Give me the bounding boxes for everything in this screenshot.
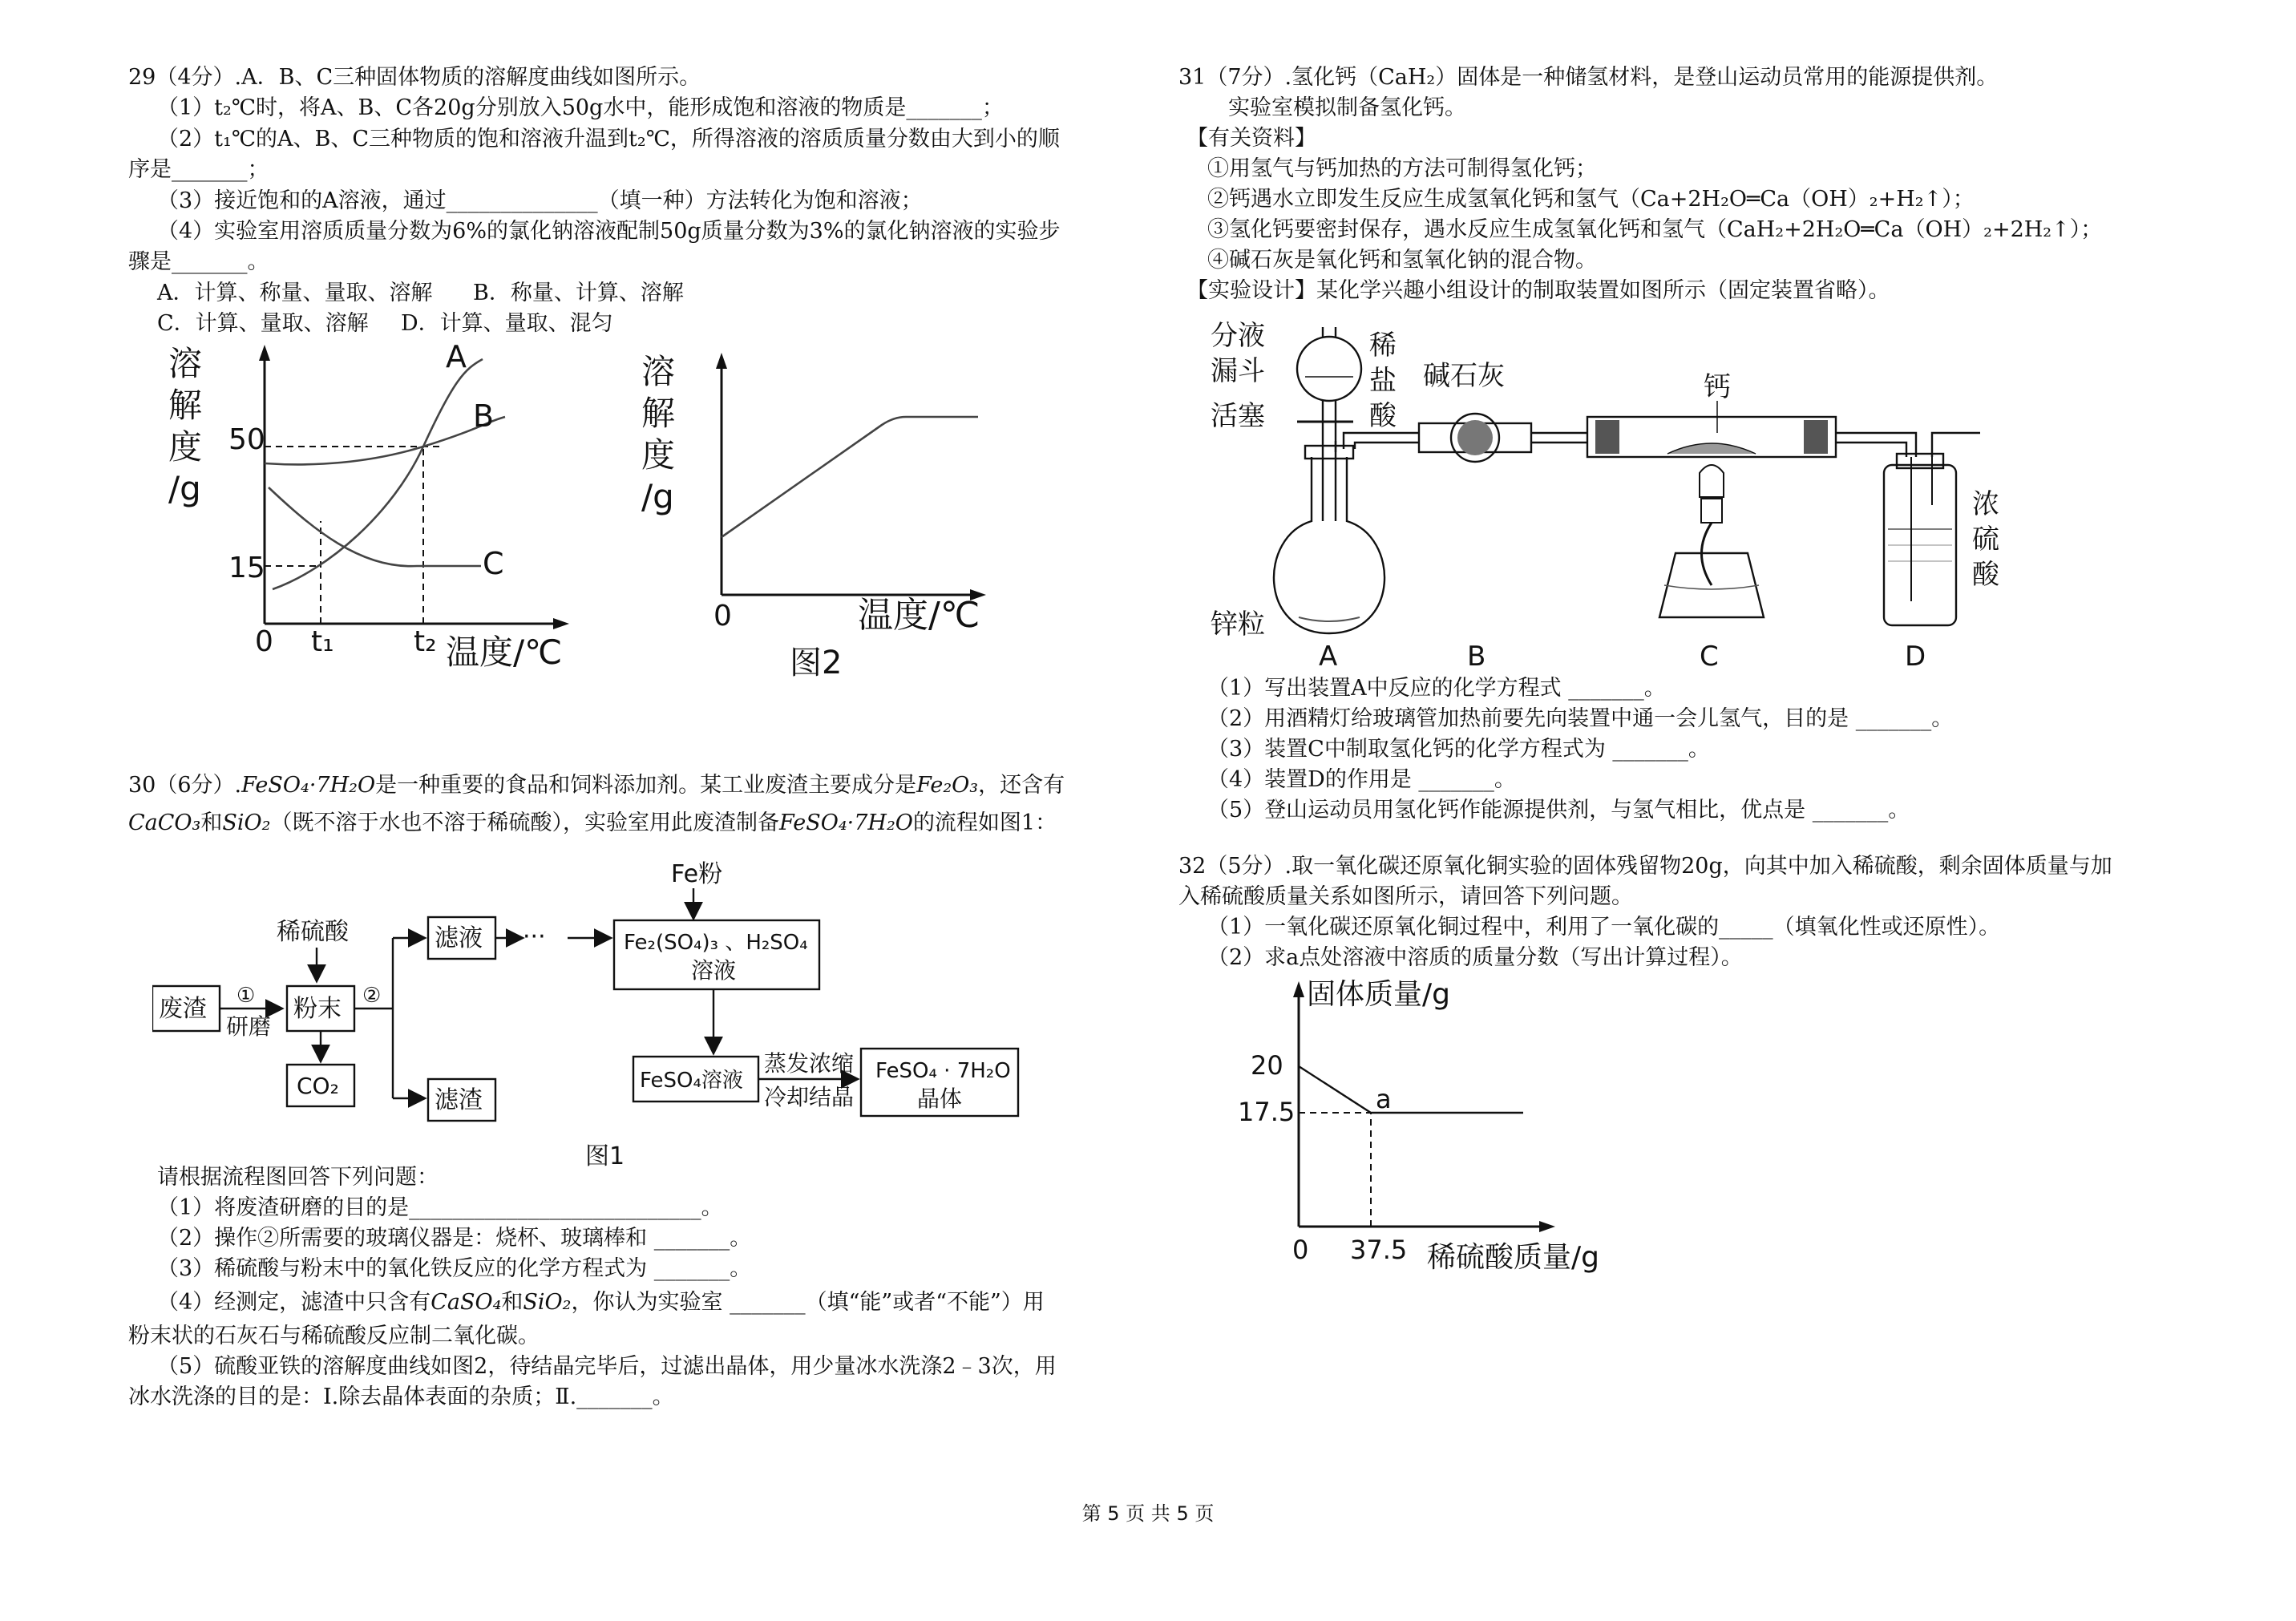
app-label-a: A xyxy=(1319,641,1338,673)
app-label-b: B xyxy=(1467,641,1486,673)
flow-evap: 蒸发浓缩 xyxy=(764,1050,855,1077)
q29-s3: （3）接近饱和的A溶液，通过______________（填一种）方法转化为饱和溶液； xyxy=(157,188,923,213)
app-acid-1: 稀 xyxy=(1369,329,1397,362)
q30-intro: 请根据流程图回答下列问题： xyxy=(157,1165,439,1190)
q30-line2-mid: （既不溶于水也不溶于稀硫酸），实验室用此废渣制备 xyxy=(270,810,779,835)
flow-fe-powder: Fe粉 xyxy=(671,860,723,888)
flow-crystal-l2: 晶体 xyxy=(917,1085,963,1112)
app-zinc: 锌粒 xyxy=(1211,608,1265,641)
flow-cool: 冷却结晶 xyxy=(764,1084,855,1110)
q30-s4a-pre: （4）经测定，滤渣中只含有 xyxy=(157,1290,431,1315)
app-acid-2: 盐 xyxy=(1369,365,1397,397)
q30-head xyxy=(128,772,1065,799)
g1-ylabel-2: 解 xyxy=(168,386,203,425)
g1-ylabel-3: 度 xyxy=(168,427,203,467)
g1-tick-15: 15 xyxy=(228,552,265,584)
flow-dots: ··· xyxy=(523,923,546,951)
q31-s1: （1）写出装置A中反应的化学方程式 _______。 xyxy=(1207,676,1666,701)
q31-sub: 实验室模拟制备氢化钙。 xyxy=(1228,95,1466,120)
flow-waste: 废渣 xyxy=(159,995,207,1023)
q30-s5a: （5）硫酸亚铁的溶解度曲线如图2，待结晶完毕后，过滤出晶体，用少量冰水洗涤2﹣3次，用 xyxy=(157,1354,1057,1379)
g3-ylabel: 固体质量/g xyxy=(1307,978,1450,1011)
calcium-icon xyxy=(1667,443,1756,454)
q29-option-c: C．计算、量取、溶解 xyxy=(157,311,369,336)
q29-s2a: （2）t₁℃的A、B、C三种物质的饱和溶液升温到t₂℃，所得溶液的溶质质量分数由大到小的顺 xyxy=(157,127,1060,152)
q32-head2: 入稀硫酸质量关系如图所示，请回答下列问题。 xyxy=(1178,884,1633,909)
g2-ylabel-3: 度 xyxy=(641,435,676,475)
q30-line2-end: 的流程如图1： xyxy=(912,810,1057,835)
q31-s5: （5）登山运动员用氢化钙作能源提供剂，与氢气相比，优点是 _______。 xyxy=(1207,798,1910,823)
g3-tick-375: 37.5 xyxy=(1350,1235,1408,1265)
q30-s4a xyxy=(157,1289,1045,1316)
g1-curve-c xyxy=(269,487,481,566)
q30-head-end: ，还含有 xyxy=(978,773,1065,798)
apparatus-figure xyxy=(1211,313,2020,673)
g1-xlabel: 温度/℃ xyxy=(446,633,563,672)
q29-s4b: 骤是_______。 xyxy=(128,249,269,274)
q31-r4: ④碱石灰是氧化钙和氢氧化钠的混合物。 xyxy=(1207,248,1597,273)
g3-y-arrow xyxy=(1293,981,1304,997)
solubility-graph-1 xyxy=(152,337,649,689)
q29-option-b: B．称量、计算、溶解 xyxy=(473,281,684,305)
g1-curve-b xyxy=(265,417,505,464)
q31-r3: ③氢化钙要密封保存，遇水反应生成氢氧化钙和氢气（CaH₂+2H₂O═Ca（OH）₂+2H₂↑）； xyxy=(1207,217,2103,242)
soda-lime-icon xyxy=(1457,420,1493,455)
g3-tick-175: 17.5 xyxy=(1238,1097,1296,1127)
g1-tick-t2: t₂ xyxy=(414,625,437,658)
flow-fe2so4-l1: Fe₂(SO₄)₃ 、H₂SO₄ xyxy=(624,931,808,955)
q31-design: 【实验设计】某化学兴趣小组设计的制取装置如图所示（固定装置省略）。 xyxy=(1186,278,1890,303)
g3-x-arrow xyxy=(1539,1221,1555,1232)
q29-s4a: （4）实验室用溶质质量分数为6%的氯化钠溶液配制50g质量分数为3%的氯化钠溶液的实验步 xyxy=(157,219,1061,244)
flow-caption: 图1 xyxy=(585,1142,625,1170)
g1-curve-a xyxy=(273,359,483,589)
q31-s3: （3）装置C中制取氢化钙的化学方程式为 _______。 xyxy=(1207,737,1710,762)
g1-label-b: B xyxy=(473,398,495,434)
g1-label-c: C xyxy=(483,546,504,581)
q30-and: 和 xyxy=(200,810,223,835)
q30-formula-1: FeSO₄·7H₂O xyxy=(241,773,376,798)
app-acid-3: 酸 xyxy=(1369,400,1397,432)
q31-r2: ②钙遇水立即发生反应生成氢氧化钙和氢气（Ca+2H₂O═Ca（OH）₂+H₂↑）； xyxy=(1207,187,1975,212)
app-h2so4-3: 酸 xyxy=(1972,559,1999,591)
flow-crystal-l1: FeSO₄ · 7H₂O xyxy=(875,1059,1011,1083)
q30-s4a-formula-2: SiO₂ xyxy=(523,1290,572,1315)
page-footer: 第 5 页 共 5 页 xyxy=(1081,1502,1215,1525)
flow-fe2so4-l2: 溶液 xyxy=(691,957,737,984)
q30-head-pre: 30（6分）. xyxy=(128,773,242,798)
app-h2so4-2: 硫 xyxy=(1972,523,1999,556)
q30-head-mid: 是一种重要的食品和饲料添加剂。某工业废渣主要成分是 xyxy=(375,773,917,798)
flow-co2: CO₂ xyxy=(297,1073,339,1099)
app-ca: 钙 xyxy=(1704,371,1731,403)
q30-line2 xyxy=(128,810,1057,837)
app-stopcock: 活塞 xyxy=(1211,400,1265,432)
app-funnel-1: 分液 xyxy=(1211,320,1265,352)
q31-s2: （2）用酒精灯给玻璃管加热前要先向装置中通一会儿氢气，目的是 _______。 xyxy=(1207,706,1954,731)
flow-feso4: FeSO₄溶液 xyxy=(640,1069,743,1093)
g1-x-arrow xyxy=(553,618,569,629)
q30-formula-5: FeSO₄·7H₂O xyxy=(778,810,913,835)
q30-formula-2: Fe₂O₃ xyxy=(916,773,979,798)
mass-graph xyxy=(1219,970,1667,1291)
g2-ylabel-4: /g xyxy=(641,477,674,516)
app-funnel-2: 漏斗 xyxy=(1211,355,1265,387)
q29-s1: （1）t₂℃时，将A、B、C各20g分别放入50g水中，能形成饱和溶液的物质是_______； xyxy=(157,95,1004,120)
q31-s4: （4）装置D的作用是 _______。 xyxy=(1207,767,1516,792)
g1-label-a: A xyxy=(446,339,467,374)
g1-ylabel-1: 溶 xyxy=(168,344,203,383)
g1-y-arrow xyxy=(259,345,270,361)
g1-tick-t1: t₁ xyxy=(311,625,334,658)
g2-curve xyxy=(722,417,978,537)
flow-grind: 研磨 xyxy=(226,1013,272,1040)
g2-ylabel-2: 解 xyxy=(641,394,676,433)
flow-step1: ① xyxy=(236,984,256,1008)
q32-head: 32（5分）.取一氧化碳还原氧化铜实验的固体残留物20g，向其中加入稀硫酸，剩余固体质量与加 xyxy=(1178,854,2112,879)
g2-ylabel-1: 溶 xyxy=(641,352,676,391)
q31-info: 【有关资料】 xyxy=(1186,126,1316,151)
q31-head: 31（7分）.氢化钙（CaH₂）固体是一种储氢材料，是登山运动员常用的能源提供剂。 xyxy=(1178,65,1999,90)
funnel-bulb xyxy=(1297,337,1361,401)
flow-acid: 稀硫酸 xyxy=(277,918,349,946)
q32-s1: （1）一氧化碳还原氧化铜过程中，利用了一氧化碳的_____（填氧化性或还原性）。 xyxy=(1207,915,2001,940)
app-soda: 碱石灰 xyxy=(1423,360,1505,392)
q30-s2: （2）操作②所需要的玻璃仪器是：烧杯、玻璃棒和 _______。 xyxy=(157,1226,752,1251)
g3-point-a: a xyxy=(1376,1084,1392,1114)
flow-step2: ② xyxy=(362,984,382,1008)
g3-xlabel: 稀硫酸质量/g xyxy=(1427,1241,1599,1274)
q32-s2: （2）求a点处溶液中溶质的质量分数（写出计算过程）。 xyxy=(1207,945,1743,970)
flow-filtrate: 滤液 xyxy=(435,924,483,952)
q30-formula-3: CaCO₃ xyxy=(128,810,201,835)
flowchart-figure-1 xyxy=(152,850,1058,1170)
g3-origin: 0 xyxy=(1292,1235,1309,1265)
q29-s2b: 序是_______； xyxy=(128,157,269,182)
flow-residue: 滤渣 xyxy=(435,1086,483,1114)
q30-formula-4: SiO₂ xyxy=(222,810,271,835)
g2-y-arrow xyxy=(716,353,727,369)
flask-a xyxy=(1274,457,1384,633)
q30-s4a-formula-1: CaSO₄ xyxy=(430,1290,502,1315)
g3-tick-20: 20 xyxy=(1251,1050,1283,1081)
g1-origin: 0 xyxy=(255,625,273,658)
q30-s4a-and: 和 xyxy=(501,1290,523,1315)
q31-r1: ①用氢气与钙加热的方法可制得氢化钙； xyxy=(1207,156,1597,181)
q30-s4b: 粉末状的石灰石与稀硫酸反应制二氧化碳。 xyxy=(128,1324,540,1348)
q30-s1: （1）将废渣研磨的目的是___________________________。 xyxy=(157,1195,723,1220)
q29-option-a: A．计算、称量、量取、溶解 xyxy=(157,281,433,305)
q30-s4a-end: ，你认为实验室 _______（填“能”或者“不能”）用 xyxy=(571,1290,1045,1315)
app-h2so4-1: 浓 xyxy=(1972,488,1999,520)
q29-head: 29（4分）.A．B、C三种固体物质的溶解度曲线如图所示。 xyxy=(128,65,701,90)
app-label-d: D xyxy=(1905,641,1926,673)
app-label-c: C xyxy=(1700,641,1719,673)
q29-option-d: D．计算、量取、混匀 xyxy=(401,311,613,336)
g1-ylabel-4: /g xyxy=(168,469,201,508)
g2-origin: 0 xyxy=(713,600,732,633)
flow-powder: 粉末 xyxy=(293,995,342,1023)
g1-tick-50: 50 xyxy=(228,423,265,456)
g3-series-line xyxy=(1299,1066,1523,1113)
q30-s5b: 冰水洗涤的目的是：Ⅰ.除去晶体表面的杂质；Ⅱ._______。 xyxy=(128,1385,674,1409)
q30-s3: （3）稀硫酸与粉末中的氧化铁反应的化学方程式为 _______。 xyxy=(157,1256,752,1281)
g2-caption: 图2 xyxy=(790,645,843,681)
g2-xlabel: 温度/℃ xyxy=(858,595,980,636)
solubility-graph-2 xyxy=(641,345,1058,689)
